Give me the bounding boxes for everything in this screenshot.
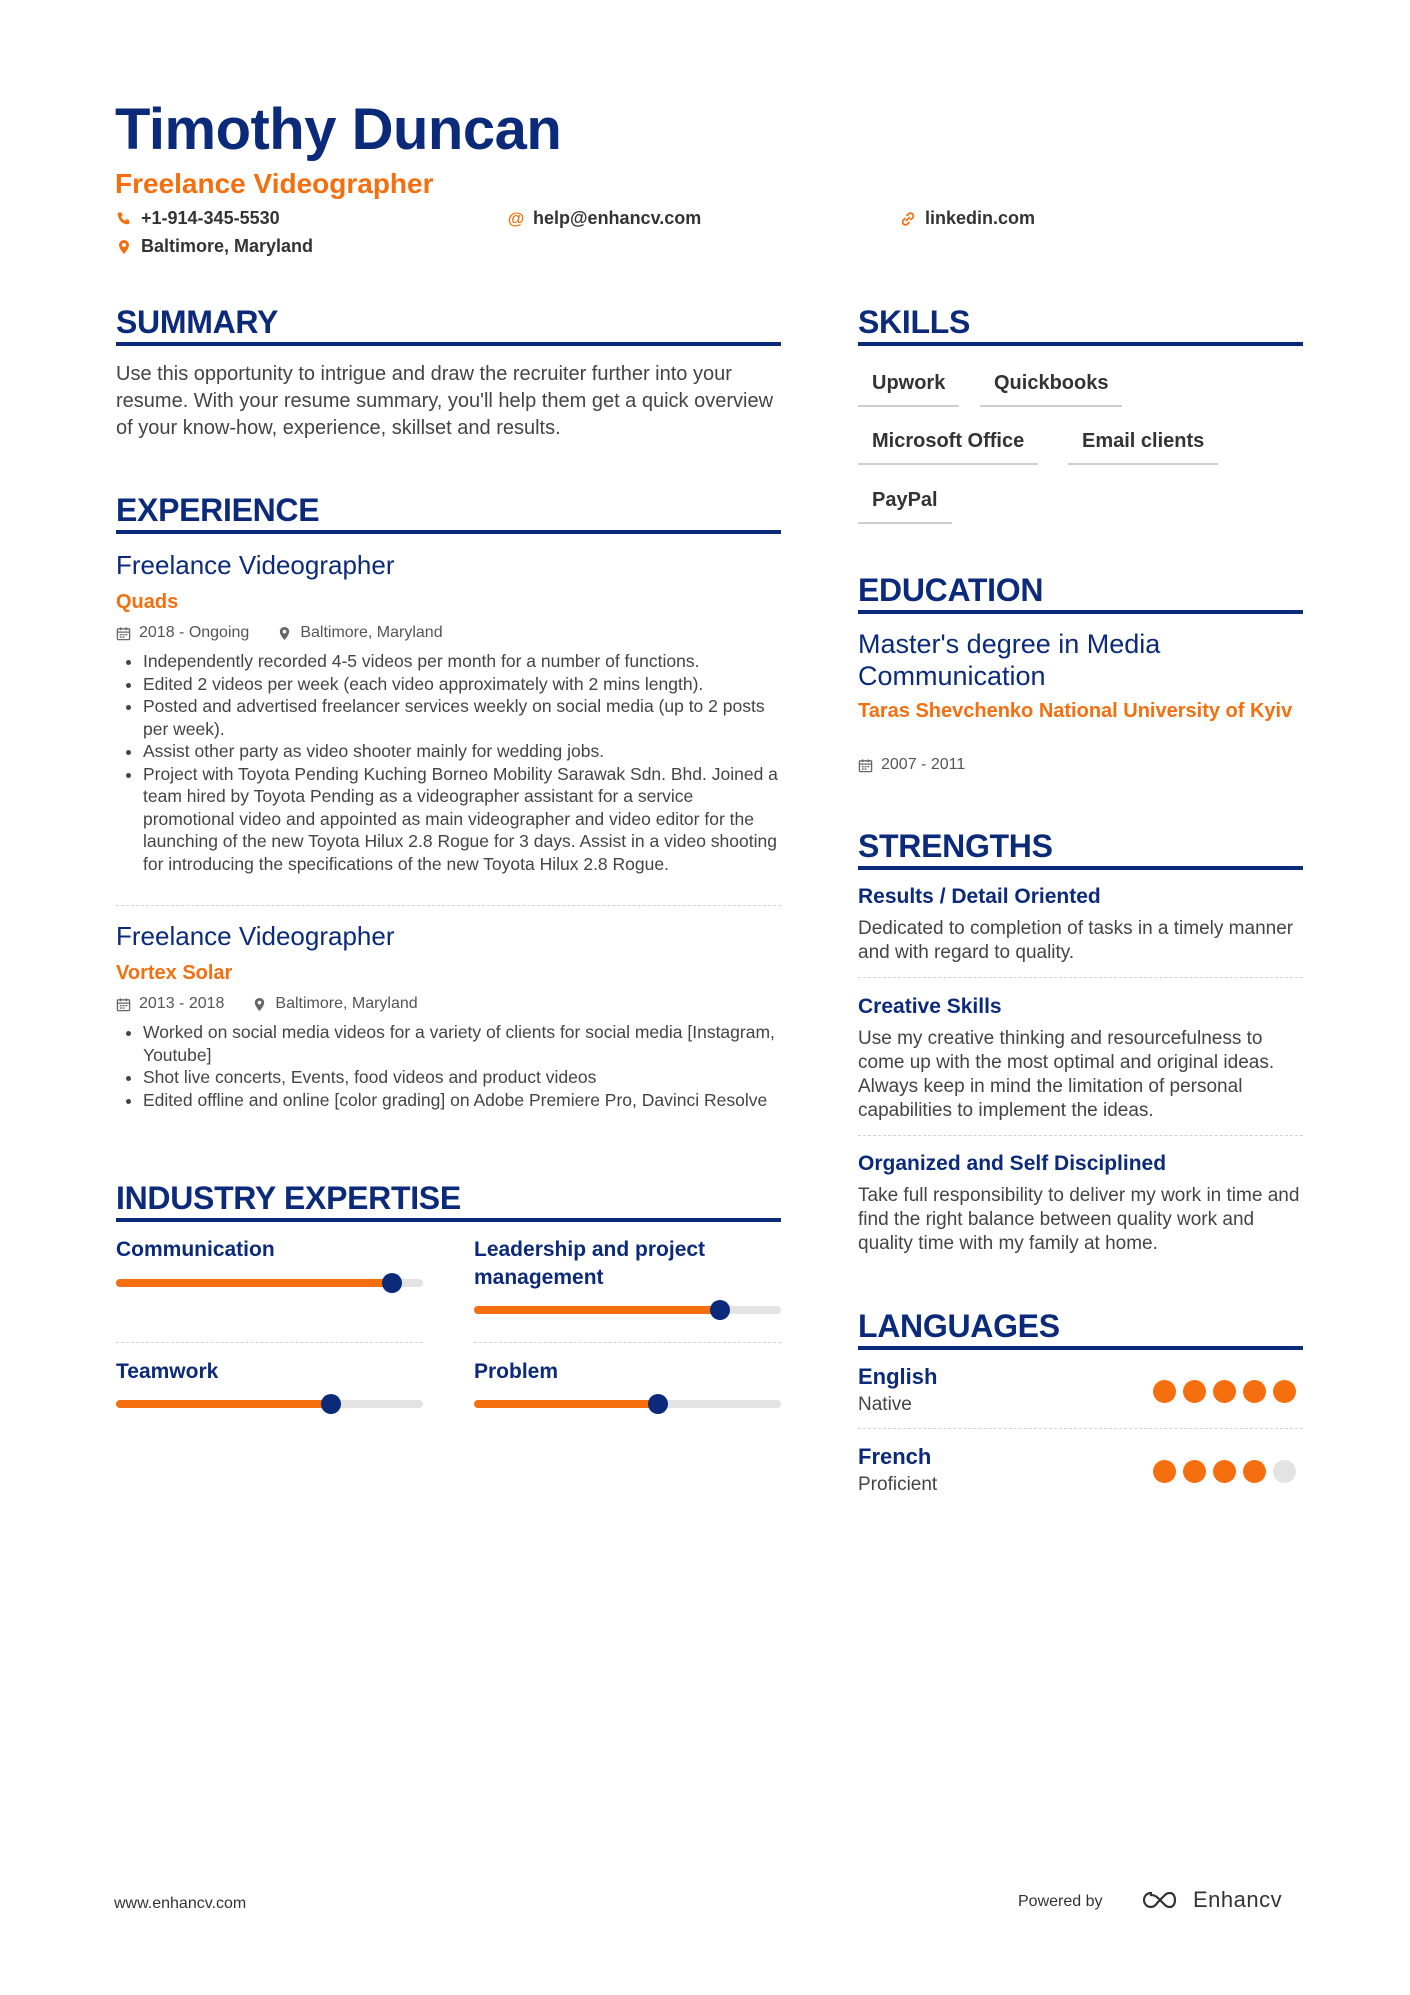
phone-text: +1-914-345-5530 <box>141 208 280 228</box>
strength-separator <box>858 977 1303 978</box>
language-separator <box>858 1428 1303 1429</box>
expertise-bar-fill <box>116 1279 392 1287</box>
location-text: Baltimore, Maryland <box>141 236 314 256</box>
expertise-bar-knob <box>382 1273 402 1293</box>
job-location: Baltimore, Maryland <box>300 624 443 641</box>
enhancv-logo-icon <box>1137 1888 1185 1912</box>
job-meta <box>116 624 781 642</box>
candidate-title: Freelance Videographer <box>115 168 434 199</box>
enhancv-brand-text: Enhancv <box>1193 1887 1283 1912</box>
education-divider <box>858 610 1303 614</box>
job-role: Freelance Videographer <box>116 550 395 580</box>
strength-desc: Dedicated to completion of tasks in a timely manner and with regard to quality. <box>858 918 1294 963</box>
strength-item <box>858 885 1303 965</box>
strength-desc: Use my creative thinking and resourcefulness to come up with the most optimal and original ideas. Always keep in mind the limitation of personal capabilities to implement the ideas. <box>858 1028 1275 1121</box>
expertise-bar-knob <box>321 1394 341 1414</box>
job-bullet: • Worked on social media videos for a variety of clients for social media [Instagram, Youtube] <box>143 1021 781 1066</box>
language-level: Native <box>858 1394 912 1415</box>
education-dates-row <box>858 756 965 774</box>
candidate-name: Timothy Duncan <box>115 97 562 162</box>
languages-heading: LANGUAGES <box>858 1308 1060 1344</box>
expertise-bar <box>116 1279 423 1287</box>
enhancv-logo[interactable] <box>1137 1887 1282 1913</box>
rating-dot <box>1153 1460 1176 1483</box>
job-bullet: • Shot live concerts, Events, food videos and product videos <box>143 1066 781 1089</box>
education-heading: EDUCATION <box>858 572 1044 608</box>
expertise-bar-knob <box>648 1394 668 1414</box>
expertise-item <box>116 1236 423 1264</box>
skill-tag: Upwork <box>858 372 959 407</box>
education-school: Taras Shevchenko National University of Kyiv <box>858 700 1293 722</box>
strength-title: Results / Detail Oriented <box>858 885 1101 908</box>
expertise-item <box>474 1358 781 1386</box>
location-pin-icon <box>252 997 267 1012</box>
expertise-bar-fill <box>116 1400 331 1408</box>
rating-dot <box>1153 1380 1176 1403</box>
expertise-label: Leadership and project management <box>474 1238 706 1289</box>
expertise-item <box>116 1358 423 1386</box>
location-pin-icon <box>277 626 292 641</box>
linkedin-text: linkedin.com <box>925 208 1036 228</box>
job-bullet: • Edited 2 videos per week (each video approximately with 2 mins length). <box>143 673 781 696</box>
skills-divider <box>858 342 1303 346</box>
location-contact <box>116 236 313 257</box>
job-meta <box>116 995 781 1013</box>
strength-title: Organized and Self Disciplined <box>858 1152 1167 1175</box>
location-pin-icon <box>116 239 132 255</box>
expertise-item <box>474 1236 781 1292</box>
rating-dot <box>1213 1460 1236 1483</box>
strengths-divider <box>858 866 1303 870</box>
job-company: Quads <box>116 591 179 613</box>
job-bullets <box>116 650 781 875</box>
rating-dot <box>1183 1380 1206 1403</box>
job-bullet: • Independently recorded 4-5 videos per month for a number of functions. <box>143 650 781 673</box>
job-bullet: • Posted and advertised freelancer services weekly on social media (up to 2 posts per week). <box>143 695 781 740</box>
job-company: Vortex Solar <box>116 962 233 984</box>
linkedin-contact[interactable] <box>900 208 1035 229</box>
skill-tag: Email clients <box>1068 430 1218 465</box>
footer-powered-by: Powered by <box>1018 1893 1103 1910</box>
at-icon: @ <box>507 208 525 228</box>
summary-divider <box>116 342 781 346</box>
job-location: Baltimore, Maryland <box>275 995 418 1012</box>
footer-site-link[interactable]: www.enhancv.com <box>114 1895 247 1912</box>
rating-dot <box>1183 1460 1206 1483</box>
experience-separator <box>116 905 781 906</box>
job-role: Freelance Videographer <box>116 921 395 951</box>
expertise-heading: INDUSTRY EXPERTISE <box>116 1180 461 1216</box>
expertise-bar-fill <box>474 1400 658 1408</box>
expertise-bar <box>474 1306 781 1314</box>
job-bullet: • Assist other party as video shooter mainly for wedding jobs. <box>143 740 781 763</box>
experience-divider <box>116 530 781 534</box>
strength-desc: Take full responsibility to deliver my work in time and find the right balance between quality work and quality time with my family at home. <box>858 1185 1300 1254</box>
languages-divider <box>858 1346 1303 1350</box>
rating-dot <box>1243 1460 1266 1483</box>
job-dates: 2018 - Ongoing <box>139 624 250 641</box>
expertise-bar <box>116 1400 423 1408</box>
email-contact[interactable] <box>508 208 701 229</box>
job-bullets <box>116 1021 781 1111</box>
rating-dot <box>1243 1380 1266 1403</box>
phone-icon <box>116 211 132 227</box>
language-level: Proficient <box>858 1474 938 1495</box>
education-degree: Master's degree in Media Communication <box>858 629 1161 691</box>
job-dates: 2013 - 2018 <box>139 995 225 1012</box>
expertise-separator <box>474 1342 781 1343</box>
job-bullet: • Project with Toyota Pending Kuching Borneo Mobility Sarawak Sdn. Bhd. Joined a team hired by Toyota Pending as a videographer assistant for a service promotional video and appointed as main videographer and video editor for the launching of the new Toyota Hilux 2.8 Rogue for 3 days. Assist in a video shooting for introducing the specifications of the new Toyota Hilux 2.8 Rogue. <box>143 763 781 876</box>
link-icon <box>900 211 916 227</box>
skill-tag: Microsoft Office <box>858 430 1038 465</box>
job-bullet: • Edited offline and online [color grading] on Adobe Premiere Pro, Davinci Resolve <box>143 1089 781 1112</box>
summary-heading: SUMMARY <box>116 304 279 340</box>
expertise-label: Teamwork <box>116 1360 219 1383</box>
rating-dot <box>1213 1380 1236 1403</box>
language-name: French <box>858 1444 932 1469</box>
language-name: English <box>858 1364 938 1389</box>
strength-separator <box>858 1135 1303 1136</box>
rating-dot <box>1273 1460 1296 1483</box>
experience-item <box>116 921 781 1111</box>
experience-heading: EXPERIENCE <box>116 492 320 528</box>
expertise-label: Communication <box>116 1238 275 1261</box>
calendar-icon <box>116 997 131 1012</box>
experience-item <box>116 550 781 875</box>
skill-tag: PayPal <box>858 489 952 524</box>
expertise-separator <box>116 1342 423 1343</box>
email-text: help@enhancv.com <box>533 208 702 228</box>
calendar-icon <box>116 626 131 641</box>
strength-item <box>858 995 1303 1123</box>
expertise-divider <box>116 1218 781 1222</box>
strength-item <box>858 1152 1303 1256</box>
skill-tag: Quickbooks <box>980 372 1122 407</box>
summary-text: Use this opportunity to intrigue and draw the recruiter further into your resume. With your resume summary, you'll help them get a quick overview of your know-how, experience, skillset and results. <box>116 363 774 439</box>
calendar-icon <box>858 758 873 773</box>
expertise-bar <box>474 1400 781 1408</box>
expertise-bar-knob <box>710 1300 730 1320</box>
skills-heading: SKILLS <box>858 304 970 340</box>
phone-contact[interactable] <box>116 208 280 229</box>
rating-dot <box>1273 1380 1296 1403</box>
expertise-bar-fill <box>474 1306 720 1314</box>
strengths-heading: STRENGTHS <box>858 828 1053 864</box>
education-dates: 2007 - 2011 <box>881 756 966 773</box>
strength-title: Creative Skills <box>858 995 1002 1018</box>
expertise-label: Problem <box>474 1360 559 1383</box>
